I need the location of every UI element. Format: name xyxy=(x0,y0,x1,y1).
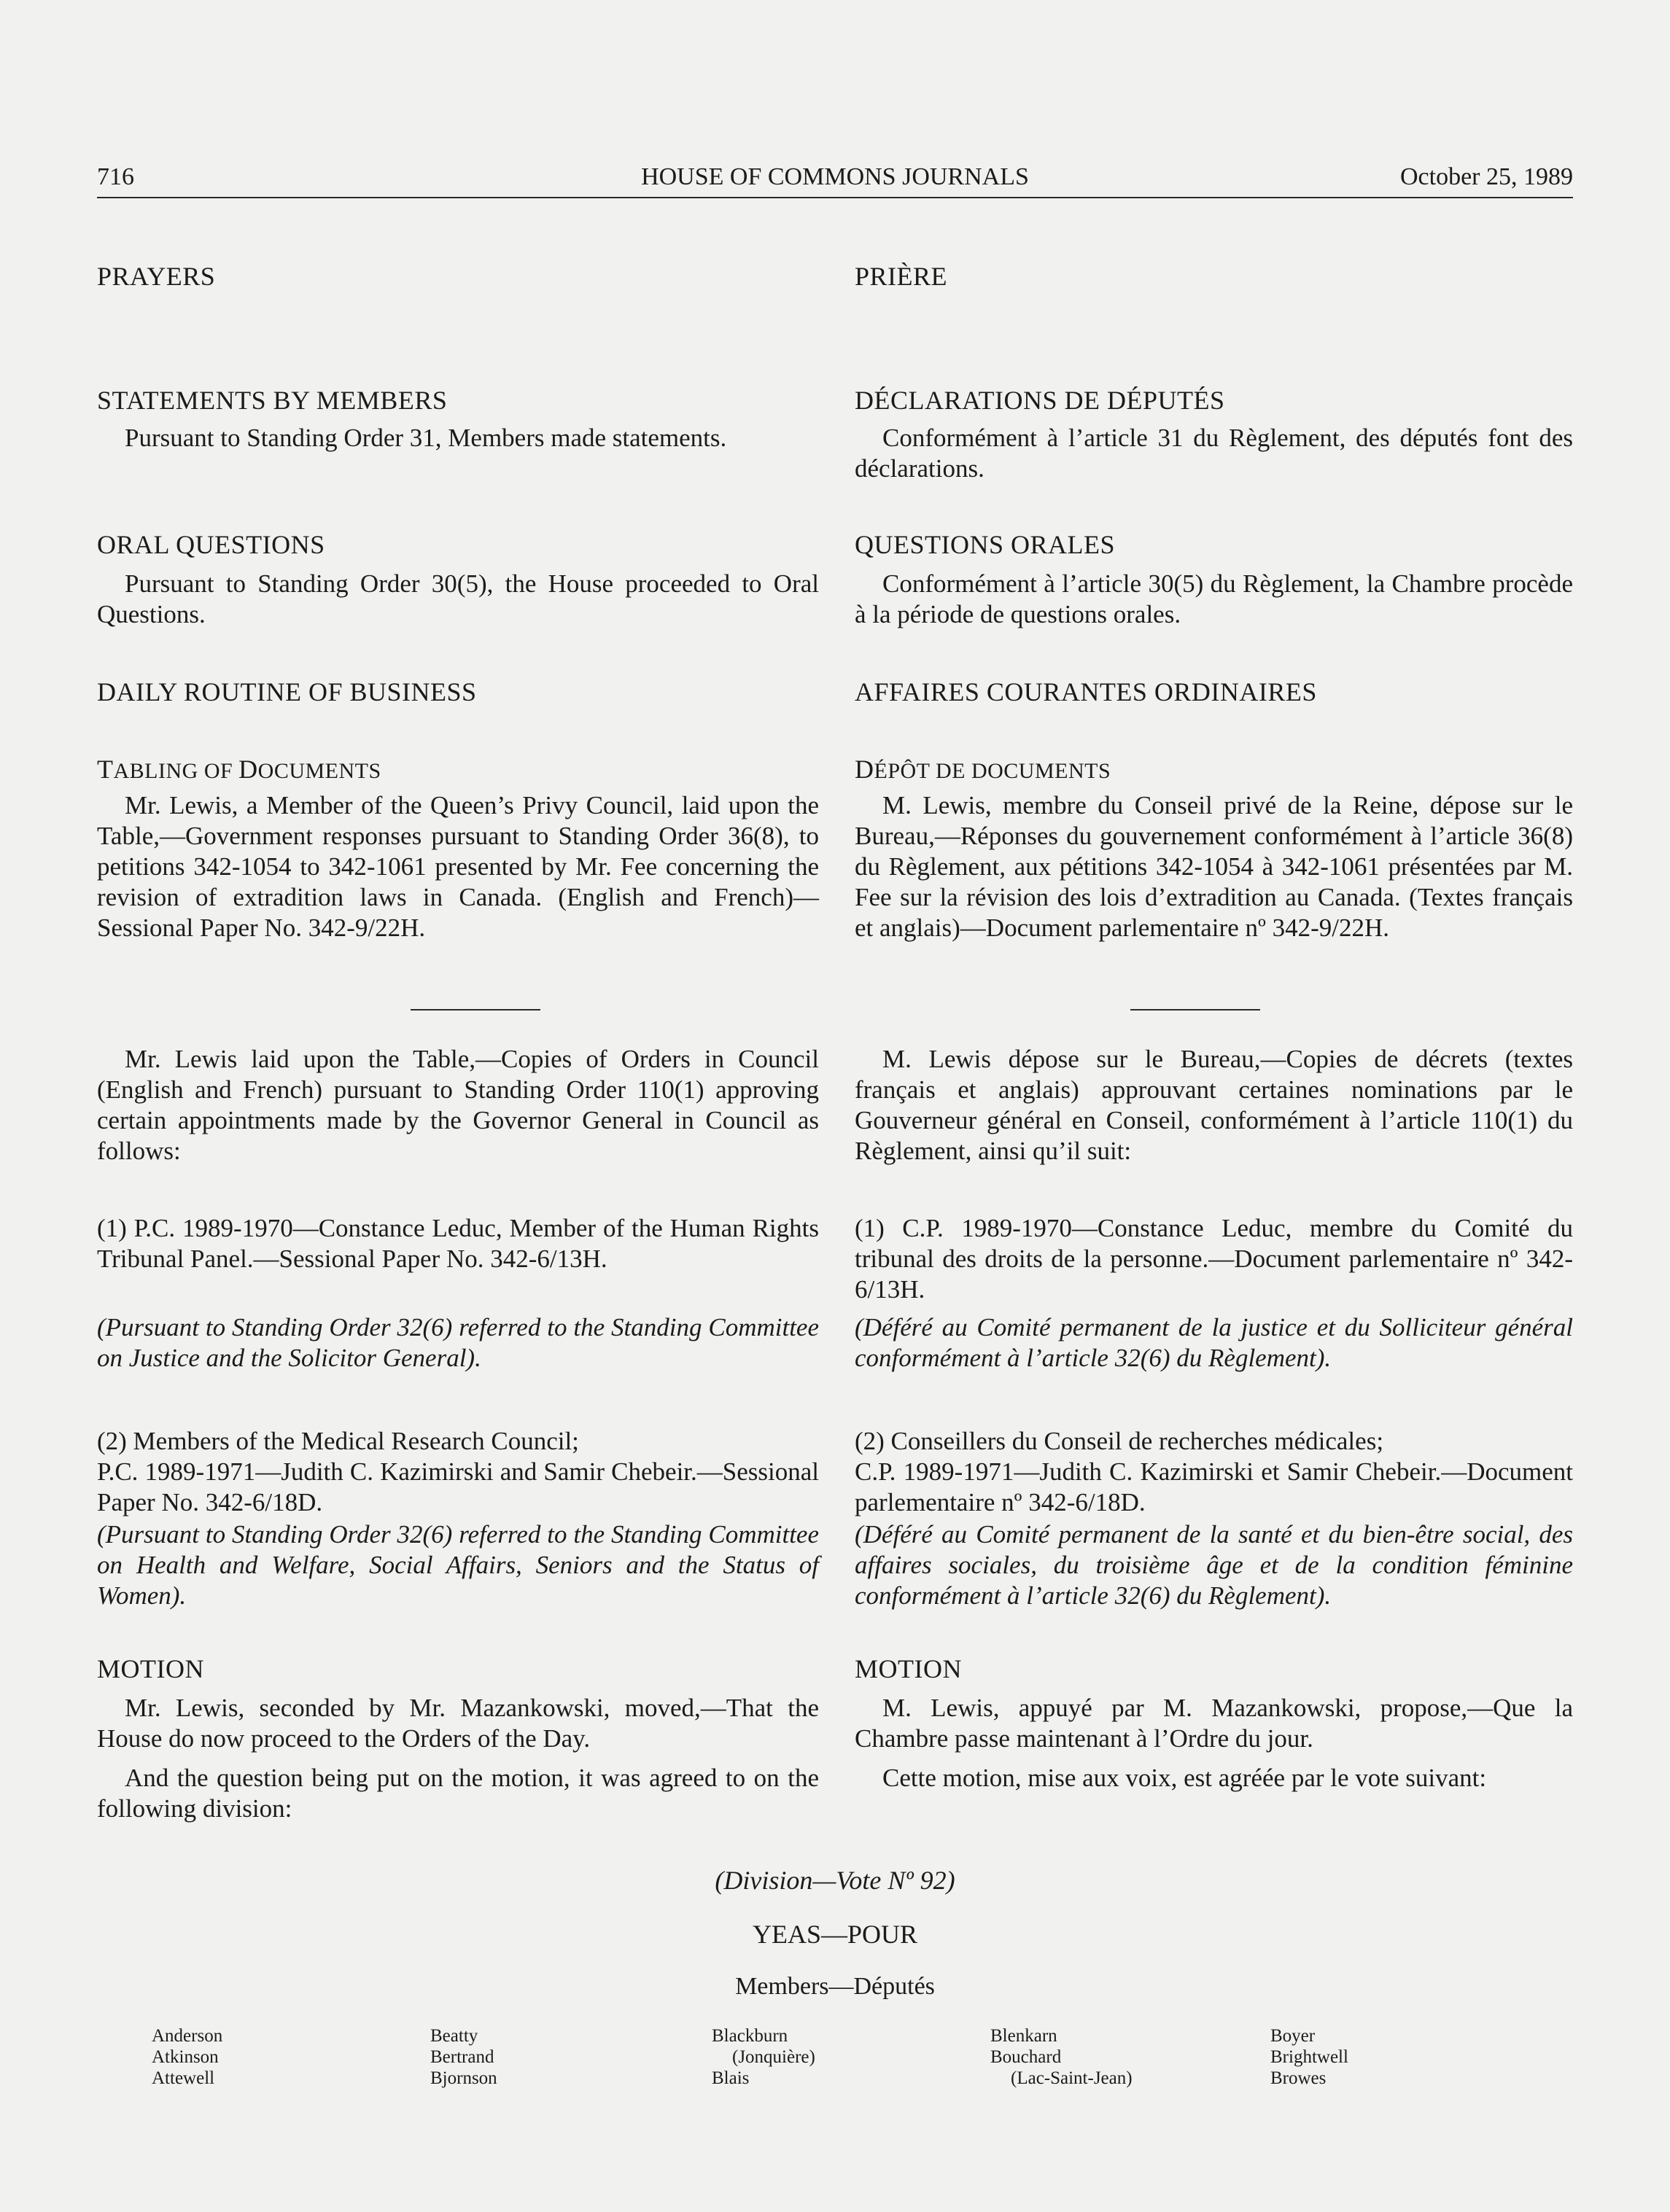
member-column-3 xyxy=(712,2025,815,2089)
motion-heading: MOTION xyxy=(97,1654,204,1683)
affaires-heading: AFFAIRES COURANTES ORDINAIRES xyxy=(855,677,1317,706)
declarations-text: Conformément à l’article 31 du Règlement, des députés font des déclarations. xyxy=(855,424,1573,483)
question-text-fr: Cette motion, mise aux voix, est agréée par le vote suivant: xyxy=(882,1764,1487,1792)
item-1-text-fr: (1) C.P. 1989-1970—Constance Leduc, membre du Comité du tribunal des droits de la personne.—Document parlementaire nº 342-6/13H. xyxy=(855,1214,1573,1304)
item-2-line-1: (2) Members of the Medical Research Council; xyxy=(97,1427,579,1455)
oral-questions-text: Pursuant to Standing Order 30(5), the House proceeded to Oral Questions. xyxy=(97,569,819,628)
member-column-2 xyxy=(430,2025,497,2089)
item-2-line-2-fr: C.P. 1989-1971—Judith C. Kazimirski et Samir Chebeir.—Document parlementaire nº 342-6/18D. xyxy=(855,1457,1573,1516)
questions-orales-text: Conformément à l’article 30(5) du Règlement, la Chambre procède à la période de questions orales. xyxy=(855,569,1573,628)
page-number: 716 xyxy=(97,163,134,190)
oral-questions-heading: ORAL QUESTIONS xyxy=(97,530,325,559)
division-title: (Division—Vote Nº 92) xyxy=(715,1866,955,1895)
member-name: Brightwell xyxy=(1270,2047,1348,2067)
member-name: Attewell xyxy=(152,2068,215,2088)
routine-heading: DAILY ROUTINE OF BUSINESS xyxy=(97,677,477,706)
item-1-referral: (Pursuant to Standing Order 32(6) referred to the Standing Committee on Justice and the Solicitor General). xyxy=(97,1313,819,1372)
questions-orales-heading: QUESTIONS ORALES xyxy=(855,530,1116,559)
decrets-text: M. Lewis dépose sur le Bureau,—Copies de décrets (textes français et anglais) approuvant certaines nominations par le Gouverneur général en Conseil, conformément à l’article 110(1) du Règlement, ainsi qu’il suit: xyxy=(855,1045,1573,1165)
question-text: And the question being put on the motion, it was agreed to on the following division: xyxy=(97,1764,819,1823)
item-2-referral-fr: (Déféré au Comité permanent de la santé et du bien-être social, des affaires sociales, du troisième âge et de la condition féminine conformément à l’article 32(6) du Règlement). xyxy=(855,1520,1573,1610)
running-header xyxy=(97,163,1573,197)
member-column-1 xyxy=(152,2025,222,2089)
tabling-subheading: TABLING OF DOCUMENTS xyxy=(97,755,381,784)
section-separator xyxy=(411,1009,540,1010)
member-name: Blackburn xyxy=(712,2026,788,2046)
member-column-5 xyxy=(1270,2025,1348,2089)
item-1-text: (1) P.C. 1989-1970—Constance Leduc, Member of the Human Rights Tribunal Panel.—Sessional Paper No. 342-6/13H. xyxy=(97,1214,819,1273)
statements-heading: STATEMENTS BY MEMBERS xyxy=(97,386,448,415)
statements-text: Pursuant to Standing Order 31, Members made statements. xyxy=(125,424,727,452)
journal-date: October 25, 1989 xyxy=(1399,163,1573,190)
motion-heading-fr: MOTION xyxy=(855,1654,962,1683)
member-name: Bjornson xyxy=(430,2068,497,2088)
prayers-heading: PRAYERS xyxy=(97,262,216,291)
depot-subheading: DÉPÔT DE DOCUMENTS xyxy=(855,755,1111,784)
item-1-referral-fr: (Déféré au Comité permanent de la justice et du Solliciteur général conformément à l’article 32(6) du Règlement). xyxy=(855,1313,1573,1372)
member-name: Blais xyxy=(712,2068,750,2088)
depot-text: M. Lewis, membre du Conseil privé de la Reine, dépose sur le Bureau,—Réponses du gouvernement conformément à l’article 36(8) du Règlement, aux pétitions 342-1054 à 342-1061 présentées par M. Fee sur la révision des lois d’extradition au Canada. (Textes français et anglais)—Document parlementaire nº 342-9/22H. xyxy=(855,791,1573,942)
motion-text-fr: M. Lewis, appuyé par M. Mazankowski, propose,—Que la Chambre passe maintenant à l’Ordre du jour. xyxy=(855,1694,1573,1753)
item-2-referral: (Pursuant to Standing Order 32(6) referred to the Standing Committee on Health and Welfare, Social Affairs, Seniors and the Status of Women). xyxy=(97,1520,819,1610)
member-column-4 xyxy=(990,2025,1133,2089)
member-name: Atkinson xyxy=(152,2047,219,2067)
motion-text: Mr. Lewis, seconded by Mr. Mazankowski, moved,—That the House do now proceed to the Orders of the Day. xyxy=(97,1694,819,1753)
members-heading: Members—Députés xyxy=(735,1973,935,2000)
member-name: Beatty xyxy=(430,2026,478,2046)
member-name: Boyer xyxy=(1270,2026,1316,2046)
member-riding: (Lac-Saint-Jean) xyxy=(1011,2068,1133,2088)
declarations-heading: DÉCLARATIONS DE DÉPUTÉS xyxy=(855,386,1225,415)
member-name: Browes xyxy=(1270,2068,1327,2088)
item-2-line-2: P.C. 1989-1971—Judith C. Kazimirski and Samir Chebeir.—Sessional Paper No. 342-6/18D. xyxy=(97,1457,819,1516)
member-name: Blenkarn xyxy=(990,2026,1057,2046)
header-rule xyxy=(97,197,1573,198)
member-riding: (Jonquière) xyxy=(732,2047,815,2067)
journal-title: HOUSE OF COMMONS JOURNALS xyxy=(641,163,1029,190)
section-separator-fr xyxy=(1130,1009,1260,1010)
item-2-line-1-fr: (2) Conseillers du Conseil de recherches médicales; xyxy=(855,1427,1384,1455)
tabling-text: Mr. Lewis, a Member of the Queen’s Privy Council, laid upon the Table,—Government responses pursuant to Standing Order 36(8), to petitions 342-1054 to 342-1061 presented by Mr. Fee concerning the revision of extradition laws in Canada. (English and French)—Sessional Paper No. 342-9/22H. xyxy=(97,791,819,942)
orders-in-council-text: Mr. Lewis laid upon the Table,—Copies of Orders in Council (English and French) pursuant to Standing Order 110(1) approving certain appointments made by the Governor General in Council as follows: xyxy=(97,1045,819,1165)
member-name: Bouchard xyxy=(990,2047,1062,2067)
member-name: Anderson xyxy=(152,2026,223,2046)
member-name: Bertrand xyxy=(430,2047,494,2067)
yeas-heading: YEAS—POUR xyxy=(752,1920,918,1949)
priere-heading: PRIÈRE xyxy=(855,262,948,291)
